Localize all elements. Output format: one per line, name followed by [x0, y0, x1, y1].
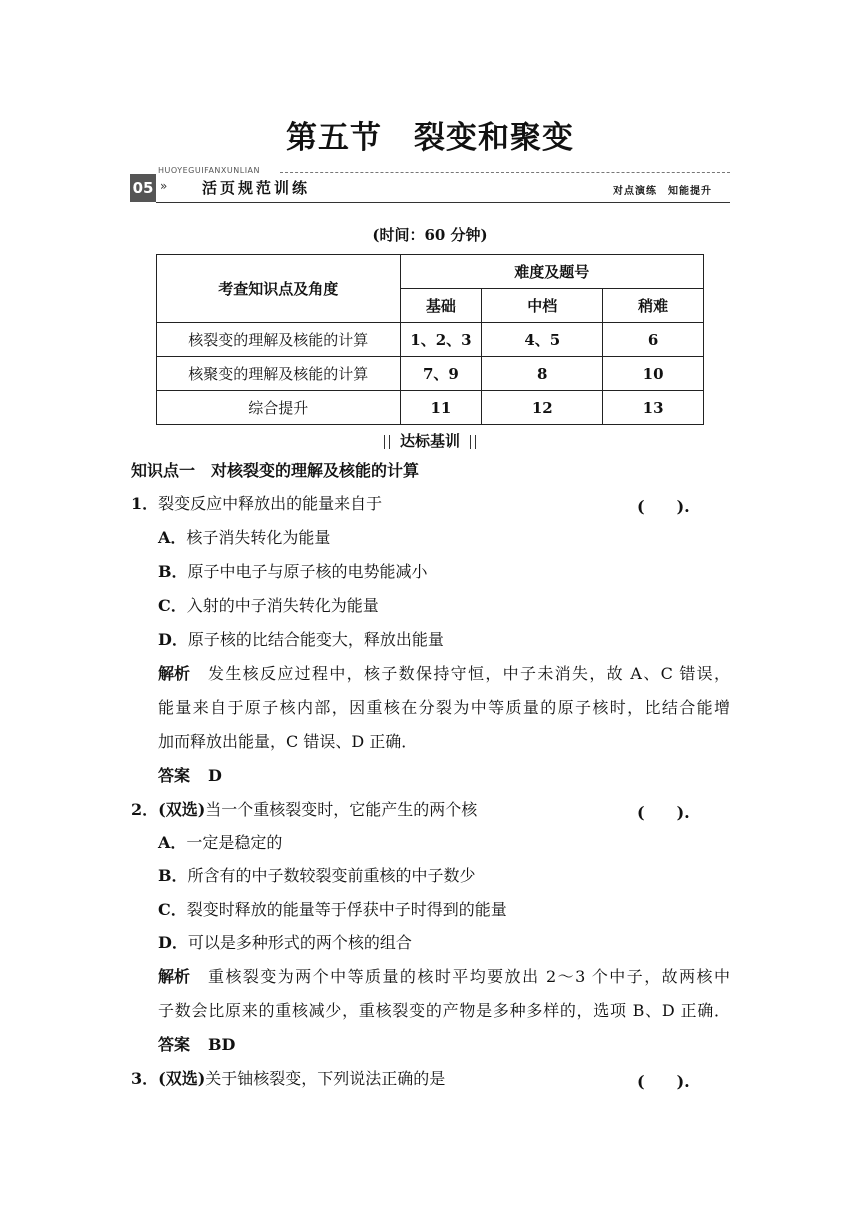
- table-header-group: 难度及题号: [400, 255, 704, 289]
- section-mark: [0, 430, 860, 451]
- q2-option-b: B．所含有的中子数较裂变前重核的中子数少: [158, 866, 476, 885]
- table-cell-hard: 10: [603, 357, 704, 391]
- q1-analysis-line-3: 加而释放出能量，C 错误、D 正确．: [158, 732, 418, 751]
- q1-option-a: A．核子消失转化为能量: [158, 528, 331, 547]
- q1-analysis-label: 解析: [158, 664, 191, 683]
- table-header-topic: 考查知识点及角度: [157, 255, 401, 323]
- q2-answer-label: 答案: [158, 1035, 191, 1054]
- q1-option-d: D．原子核的比结合能变大，释放出能量: [158, 630, 444, 649]
- banner-right-text: 对点演练 知能提升: [613, 186, 712, 197]
- difficulty-table: [156, 254, 704, 425]
- q1-answer: D: [208, 766, 222, 785]
- knowledge-point-heading: 知识点一 对核裂变的理解及核能的计算: [131, 461, 420, 480]
- q2-answer: BD: [208, 1035, 236, 1054]
- banner-underline: [156, 202, 730, 203]
- q2-analysis-line-1: 重核裂变为两个中等质量的核时平均要放出 2～3 个中子，故两核中: [208, 967, 730, 986]
- table-row: [157, 391, 704, 425]
- q1-analysis-line-2: 能量来自于原子核内部，因重核在分裂为中等质量的原子核时，比结合能增: [158, 698, 730, 717]
- table-row: [157, 357, 704, 391]
- table-cell-basic: 1、2、3: [400, 323, 482, 357]
- table-cell-topic: 核裂变的理解及核能的计算: [157, 323, 401, 357]
- table-header-medium: 中档: [482, 289, 603, 323]
- table-row: [157, 323, 704, 357]
- table-header-basic: 基础: [400, 289, 482, 323]
- q1-option-b: B．原子中电子与原子核的电势能减小: [158, 562, 428, 581]
- section-banner: [130, 166, 730, 206]
- table-cell-basic: 11: [400, 391, 482, 425]
- question-1-stem: 1．裂变反应中释放出的能量来自于: [131, 494, 383, 513]
- q1-answer-label: 答案: [158, 766, 191, 785]
- table-header-hard: 稍难: [603, 289, 704, 323]
- time-limit: (时间：60 分钟): [372, 226, 488, 244]
- q2-option-d: D．可以是多种形式的两个核的组合: [158, 933, 412, 952]
- banner-pinyin: HUOYEGUIFANXUNLIAN: [158, 166, 261, 175]
- question-3-stem: 3．(双选)关于铀核裂变，下列说法正确的是: [131, 1069, 446, 1088]
- table-cell-basic: 7、9: [400, 357, 482, 391]
- q1-option-c: C．入射的中子消失转化为能量: [158, 596, 379, 615]
- table-cell-topic: 综合提升: [157, 391, 401, 425]
- table-cell-medium: 12: [482, 391, 603, 425]
- table-cell-topic: 核聚变的理解及核能的计算: [157, 357, 401, 391]
- table-cell-medium: 8: [482, 357, 603, 391]
- banner-dashed-rule: [280, 172, 730, 173]
- mark-bar-left: [384, 435, 390, 449]
- page-title: 第五节 裂变和聚变: [286, 120, 574, 156]
- q2-analysis-label: 解析: [158, 967, 191, 986]
- table-cell-hard: 13: [603, 391, 704, 425]
- q2-analysis-line-2: 子数会比原来的重核减少，重核裂变的产物是多种多样的，选项 B、D 正确．: [158, 1001, 730, 1020]
- section-mark-label: 达标基训: [399, 432, 460, 450]
- banner-name: 活页规范训练: [202, 179, 311, 197]
- q2-option-a: A．一定是稳定的: [158, 833, 283, 852]
- double-chevron-icon: »: [160, 179, 168, 193]
- answer-paren-3: ( ).: [637, 1072, 690, 1091]
- banner-badge: 05: [130, 174, 156, 202]
- question-2-stem: 2．(双选)当一个重核裂变时，它能产生的两个核: [131, 800, 478, 819]
- table-cell-medium: 4、5: [482, 323, 603, 357]
- answer-paren-2: ( ).: [637, 803, 690, 822]
- table-cell-hard: 6: [603, 323, 704, 357]
- q1-analysis-line-1: 发生核反应过程中，核子数保持守恒，中子未消失，故 A、C 错误，: [208, 664, 730, 683]
- answer-paren-1: ( ).: [637, 497, 690, 516]
- mark-bar-right: [470, 435, 476, 449]
- q2-option-c: C．裂变时释放的能量等于俘获中子时得到的能量: [158, 900, 507, 919]
